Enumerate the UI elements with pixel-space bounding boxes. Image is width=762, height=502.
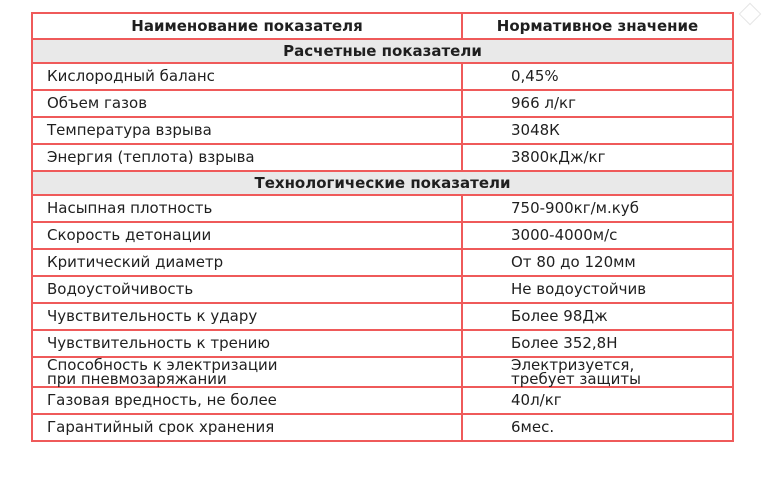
row-value: 3048К — [462, 117, 733, 144]
row-value: 6мес. — [462, 414, 733, 441]
section-title: Технологические показатели — [32, 171, 733, 195]
table-row — [32, 144, 733, 171]
row-value-line2: требует защиты — [511, 370, 641, 388]
row-value: 0,45% — [462, 63, 733, 90]
row-name: Температура взрыва — [32, 117, 462, 144]
row-name: Насыпная плотность — [32, 195, 462, 222]
table-row — [32, 90, 733, 117]
row-value: Более 98Дж — [462, 303, 733, 330]
table-row — [32, 276, 733, 303]
section-row-calculated — [32, 39, 733, 63]
section-row-technological — [32, 171, 733, 195]
row-name-line1: Способность к электризации — [47, 356, 278, 374]
row-name-line2: при пневмозаряжании — [47, 370, 227, 388]
table-header-row — [32, 13, 733, 39]
row-value — [462, 357, 733, 387]
row-name: Энергия (теплота) взрыва — [32, 144, 462, 171]
table-row — [32, 330, 733, 357]
corner-watermark-icon — [739, 3, 762, 26]
row-value: 966 л/кг — [462, 90, 733, 117]
row-value: 40л/кг — [462, 387, 733, 414]
row-value: 3000-4000м/с — [462, 222, 733, 249]
table-row — [32, 387, 733, 414]
row-name: Гарантийный срок хранения — [32, 414, 462, 441]
table-row — [32, 117, 733, 144]
row-name: Газовая вредность, не более — [32, 387, 462, 414]
table-row — [32, 249, 733, 276]
header-name: Наименование показателя — [32, 13, 462, 39]
section-title: Расчетные показатели — [32, 39, 733, 63]
row-value: От 80 до 120мм — [462, 249, 733, 276]
row-value-line1: Электризуется, — [511, 356, 635, 374]
row-value: Более 352,8Н — [462, 330, 733, 357]
table-row — [32, 63, 733, 90]
row-name: Скорость детонации — [32, 222, 462, 249]
table-row — [32, 414, 733, 441]
table-row — [32, 357, 733, 387]
row-name: Водоустойчивость — [32, 276, 462, 303]
row-value: 3800кДж/кг — [462, 144, 733, 171]
properties-table — [31, 12, 734, 442]
row-name: Критический диаметр — [32, 249, 462, 276]
table-row — [32, 222, 733, 249]
header-value: Нормативное значение — [462, 13, 733, 39]
table-row — [32, 195, 733, 222]
row-name: Чувствительность к удару — [32, 303, 462, 330]
row-name: Объем газов — [32, 90, 462, 117]
row-name: Чувствительность к трению — [32, 330, 462, 357]
row-value: Не водоустойчив — [462, 276, 733, 303]
row-name — [32, 357, 462, 387]
row-name: Кислородный баланс — [32, 63, 462, 90]
table-row — [32, 303, 733, 330]
row-value: 750-900кг/м.куб — [462, 195, 733, 222]
